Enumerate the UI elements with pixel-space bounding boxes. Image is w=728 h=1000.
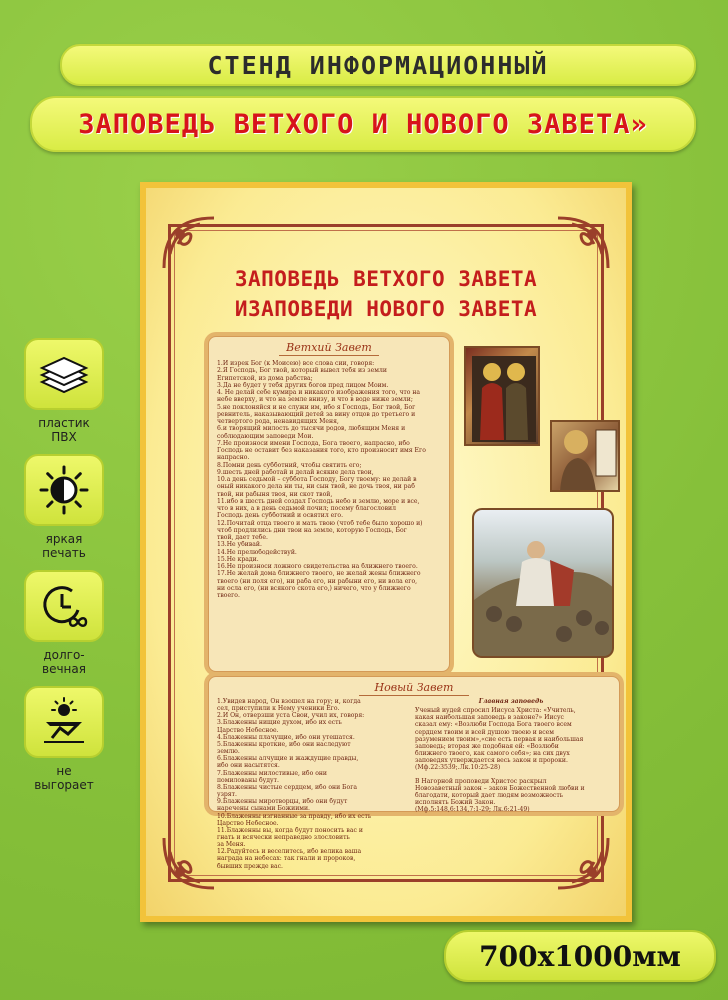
text-line: чтоб продлились дни твои на земле, которую Господь, Бог — [217, 526, 407, 534]
header-subtitle-pill — [60, 44, 696, 86]
text-line: ибо они насытятся. — [217, 762, 280, 770]
text-line: наречены сынами Божиими. — [217, 805, 310, 813]
text-line: заповедях утверждается весь закон и пророки. — [415, 757, 568, 765]
main-commandment-text — [407, 698, 607, 870]
text-line: исполнять Божий Закон. — [415, 799, 496, 807]
text-line: Египетской, из дома рабства; — [217, 374, 313, 382]
text-line: за Меня. — [217, 841, 246, 849]
text-line: сердцем твоим и всей душою твоею и всем — [415, 728, 554, 736]
text-line: что в них, а в день седьмой почил; посему благословил — [217, 505, 396, 512]
text-line: 12.Почитай отца твоего и мать твою (чтоб тебе было хорошо и) — [217, 519, 423, 527]
text-line: Новозаветный закон – закон Божественной любви и — [415, 784, 585, 792]
feature-fade-resistant — [24, 686, 104, 792]
text-line: 1.И изрек Бог (к Моисею) все слова сии, говоря: — [217, 360, 375, 367]
text-line: 15.Не кради. — [217, 555, 259, 563]
text-line: твоего. — [217, 592, 240, 599]
text-line: соблюдающим заповеди Мои. — [217, 432, 314, 440]
text-line: 8.Помни день субботний, чтобы святить его; — [217, 461, 362, 469]
text-line: 1.Увидев народ, Он взошел на гору; и, когда — [217, 698, 361, 705]
text-line: твоего (ни поля его), ни раба его, ни рабыни его, ни вола его, — [217, 577, 418, 585]
text-line: твой, дает тебе. — [217, 534, 268, 541]
text-line: Господь не оставит без наказания того, кто произносит имя Его — [217, 447, 426, 454]
icon-image-saint — [550, 420, 620, 492]
poster — [140, 182, 632, 922]
new-testament-title: Новый Завет — [359, 681, 469, 696]
sermon-on-the-mount-image — [472, 508, 614, 658]
old-testament-panel — [208, 336, 450, 672]
text-line: 9.Блаженны миротворцы, ибо они будут — [217, 798, 348, 806]
text-line: ближнего твоего, как самого себя»; на сих двух — [415, 750, 570, 758]
text-line: 10.Блаженны изгнанные за правду, ибо их есть — [217, 812, 372, 820]
text-line: 9.шесть дней работай и делай всякие дела твои, — [217, 468, 374, 476]
poster-title: ЗАПОВЕДЬ ВЕТХОГО ЗАВЕТА ИЗАПОВЕДИ НОВОГО ЗАВЕТА — [234, 267, 538, 321]
text-line: 3.Да не будет у тебя других богов пред лицом Моим. — [217, 381, 389, 389]
text-line: 10.а день седьмой – суббота Господу, Богу твоему: не делай в — [217, 476, 417, 483]
clock-infinity-icon — [24, 570, 104, 642]
text-line: Царство Небесное. — [217, 819, 279, 827]
text-line: узрят. — [217, 791, 237, 799]
feature-label: пластик ПВХ — [38, 416, 90, 444]
text-line: 6.и творящий милость до тысячи родов, любящим Меня и — [217, 425, 406, 433]
text-line: (Мф.22:3539;.Лк.10:25-28) — [415, 764, 501, 772]
text-line: 17.Не желай дома ближнего твоего, не желай жены ближнего — [217, 570, 421, 578]
text-line: гнать и всячески неправедно злословить — [217, 833, 350, 841]
text-line: 12.Радуйтесь и веселитесь, ибо велика ваша — [217, 848, 362, 856]
text-line: 4.Блаженны плачущие, ибо они утешатся. — [217, 733, 355, 741]
text-line: Ученый иудей спросил Иисуса Христа: «Учитель, — [415, 707, 576, 715]
text-line: 8.Блаженны чистые сердцем, ибо они Бога — [217, 783, 358, 791]
text-line: ревнитель, наказывающий детей за вину отцов до третьего и — [217, 410, 416, 418]
header-subtitle: СТЕНД ИНФОРМАЦИОННЫЙ — [207, 51, 549, 80]
size-label: 700х1000мм — [479, 940, 681, 973]
text-line: напрасно. — [217, 454, 250, 462]
old-testament-title: Ветхий Завет — [279, 341, 379, 356]
text-line: 4. Не делай себе кумира и никакого изображения того, что на — [217, 389, 421, 396]
feature-durable — [24, 570, 104, 676]
text-line: сел, приступили к Нему ученики Его. — [217, 705, 340, 713]
text-line: В Нагорной проповеди Христос раскрыл — [415, 777, 547, 785]
new-testament-panel — [208, 676, 620, 870]
text-line: небе вверху, и что на земле внизу, и что в воде ниже земли; — [217, 396, 413, 404]
main-commandment-heading: Главная заповедь — [478, 698, 544, 705]
text-line: 16.Не произноси ложного свидетельства на ближнего твоего. — [217, 563, 418, 570]
contrast-sun-icon — [24, 454, 104, 526]
text-line: землю. — [217, 748, 240, 756]
text-line: 2.И Он, отверзши уста Свои, учил их, говоря: — [217, 712, 365, 720]
beatitudes-text — [217, 698, 407, 870]
text-line: 13.Не убивай. — [217, 541, 262, 549]
feature-label: яркая печать — [42, 532, 86, 560]
text-line: Царство Небесное. — [217, 726, 279, 734]
size-label-pill — [444, 930, 716, 982]
feature-plastic — [24, 338, 104, 444]
text-line: 2.Я Господь, Бог твой, который вывел тебя из земли — [217, 367, 387, 375]
text-line: сказал ему: «Возлюби Господа Бога твоего всем — [415, 721, 572, 729]
text-line: 3.Блаженны нищие духом, ибо их есть — [217, 719, 342, 727]
text-line: 6.Блаженны алчущие и жаждущие правды, — [217, 755, 359, 763]
text-line: 7.Не произноси имени Господа, Бога твоего, напрасно, ибо — [217, 439, 410, 447]
text-line: какая наибольшая заповедь в законе?» Иисус — [415, 714, 564, 722]
text-line: ни осла его, (ни всякого скота его,) ничего, что у ближнего — [217, 584, 411, 592]
header-title-pill — [30, 96, 696, 152]
header-title: ЗАПОВЕДЬ ВЕТХОГО И НОВОГО ЗАВЕТА» — [78, 109, 648, 140]
text-line: благодати, который дает людям возможность — [415, 791, 564, 799]
text-line: разумением твоим»,«сие есть первая и наибольшая — [415, 735, 584, 743]
feature-label: долго- вечная — [42, 648, 86, 676]
text-line: 5.Блаженны кроткие, ибо они наследуют — [217, 740, 351, 748]
sun-shield-icon — [24, 686, 104, 758]
text-line: Господь день субботний и освятил его. — [217, 512, 344, 520]
text-line: четвертого рода, ненавидящих Меня, — [217, 418, 339, 425]
text-line: 7.Блаженны милостивые, ибо они — [217, 769, 327, 777]
feature-label: не выгорает — [34, 764, 94, 792]
icon-image-prophet — [464, 346, 540, 446]
text-line: помилованы будут. — [217, 776, 279, 784]
text-line: твой, ни рабыня твоя, ни скот твой, — [217, 490, 333, 498]
text-line: 11.Блаженны вы, когда будут поносить вас и — [217, 826, 363, 834]
layers-icon — [24, 338, 104, 410]
text-line: награда на небесах: так гнали и пророков, — [217, 855, 356, 863]
old-testament-text — [209, 356, 449, 599]
feature-print — [24, 454, 104, 560]
text-line: 14.Не прелюбодействуй. — [217, 548, 297, 556]
text-line: (Мф.5:148,6:134,7:1-29; Лк.6:21-49) — [415, 806, 530, 814]
text-line: 5.не поклоняйся и не служи им, ибо я Господь, Бог твой, Бог — [217, 403, 416, 411]
text-line: 11.ибо в шесть дней создал Господь небо и землю, море и все, — [217, 497, 420, 505]
text-line: бывших прежде вас. — [217, 862, 283, 870]
text-line: оный никакого дела ни ты, ни сын твой, не дочь твоя, ни раб — [217, 483, 415, 491]
text-line: заповедь; вторая же подобная ей: «Возлюби — [415, 742, 559, 750]
